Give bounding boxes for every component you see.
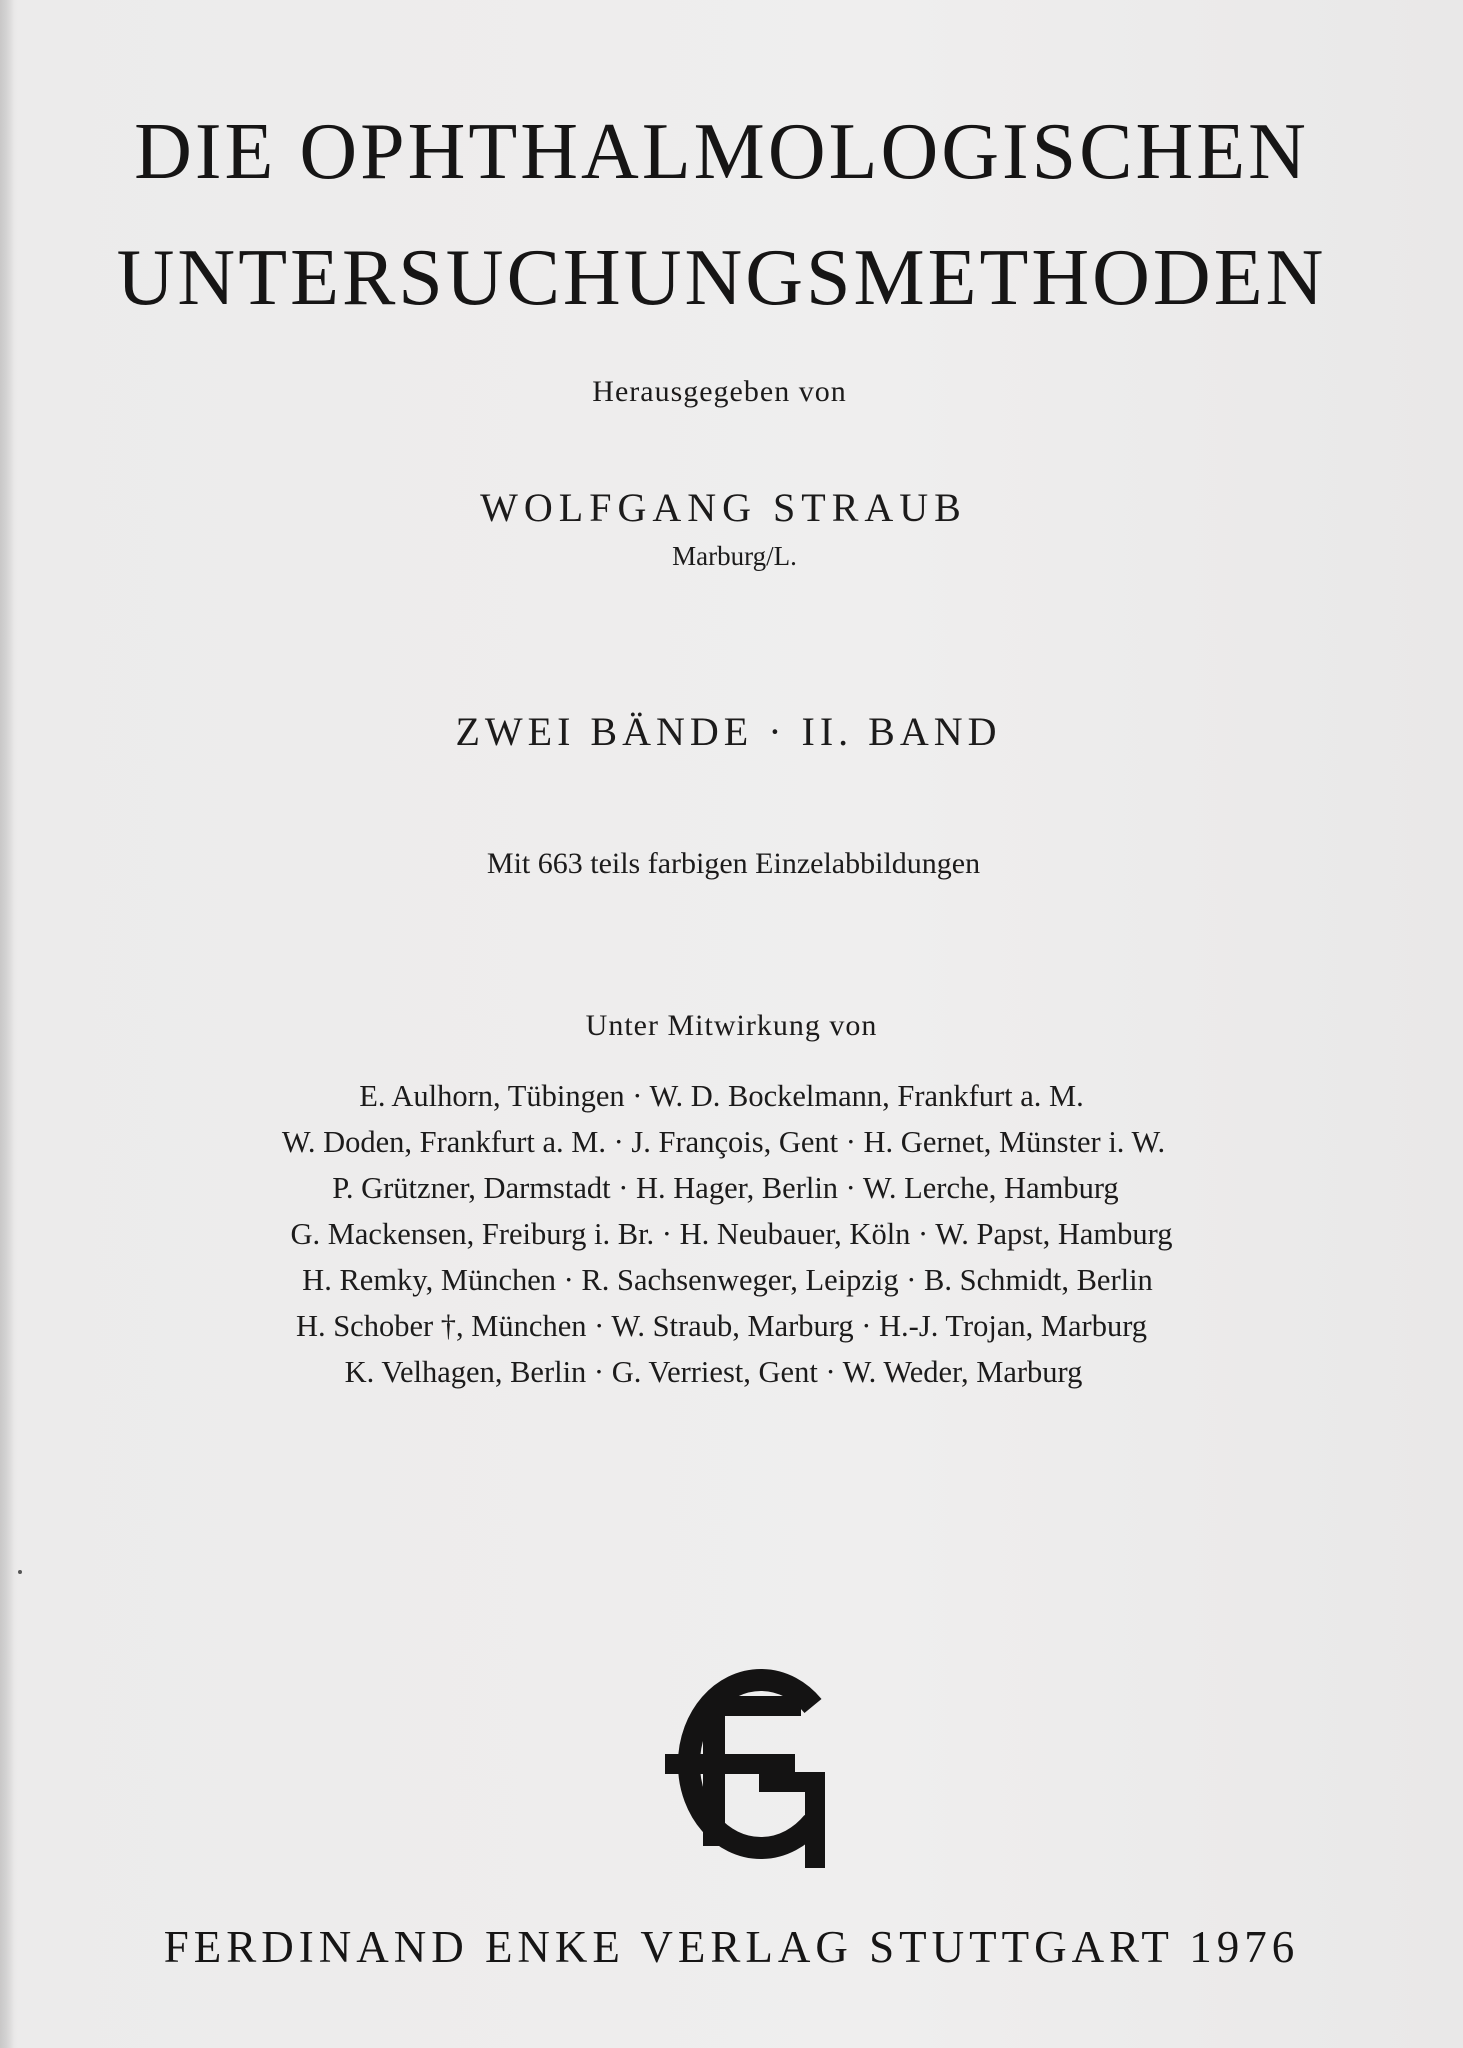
contributors-line: P. Grützner, Darmstadt · H. Hager, Berlin · W. Lerche, Hamburg	[332, 1171, 1119, 1205]
contributors-line: H. Remky, München · R. Sachsenweger, Leipzig · B. Schmidt, Berlin	[302, 1263, 1153, 1297]
editor-name: WOLFGANG STRAUB	[480, 485, 967, 530]
contributors-line: W. Doden, Frankfurt a. M. · J. François, Gent · H. Gernet, Münster i. W.	[281, 1125, 1166, 1159]
ferdinand-enke-logo-icon	[663, 1654, 833, 1870]
contributors-line: E. Aulhorn, Tübingen · W. D. Bockelmann, Frankfurt a. M.	[359, 1079, 1084, 1113]
contributors-line: H. Schober †, München · W. Straub, Marburg · H.-J. Trojan, Marburg	[295, 1309, 1148, 1343]
edited-by-label: Herausgegeben von	[592, 375, 847, 408]
illustrations-note: Mit 663 teils farbigen Einzelabbildungen	[486, 847, 981, 880]
contributors-line: G. Mackensen, Freiburg i. Br. · H. Neubauer, Köln · W. Papst, Hamburg	[290, 1217, 1173, 1251]
publisher-line: FERDINAND ENKE VERLAG STUTTGART 1976	[163, 1922, 1300, 1972]
book-title-line-1: DIE OPHTHALMOLOGISCHEN	[134, 108, 1309, 196]
paper-speck	[18, 1570, 22, 1574]
contributors-line: K. Velhagen, Berlin · G. Verriest, Gent · W. Weder, Marburg	[344, 1355, 1083, 1389]
editor-place: Marburg/L.	[672, 541, 797, 571]
book-title-line-2: UNTERSUCHUNGSMETHODEN	[116, 234, 1327, 322]
volume-line: ZWEI BÄNDE · II. BAND	[455, 709, 1002, 754]
collaboration-heading: Unter Mitwirkung von	[585, 1009, 878, 1042]
